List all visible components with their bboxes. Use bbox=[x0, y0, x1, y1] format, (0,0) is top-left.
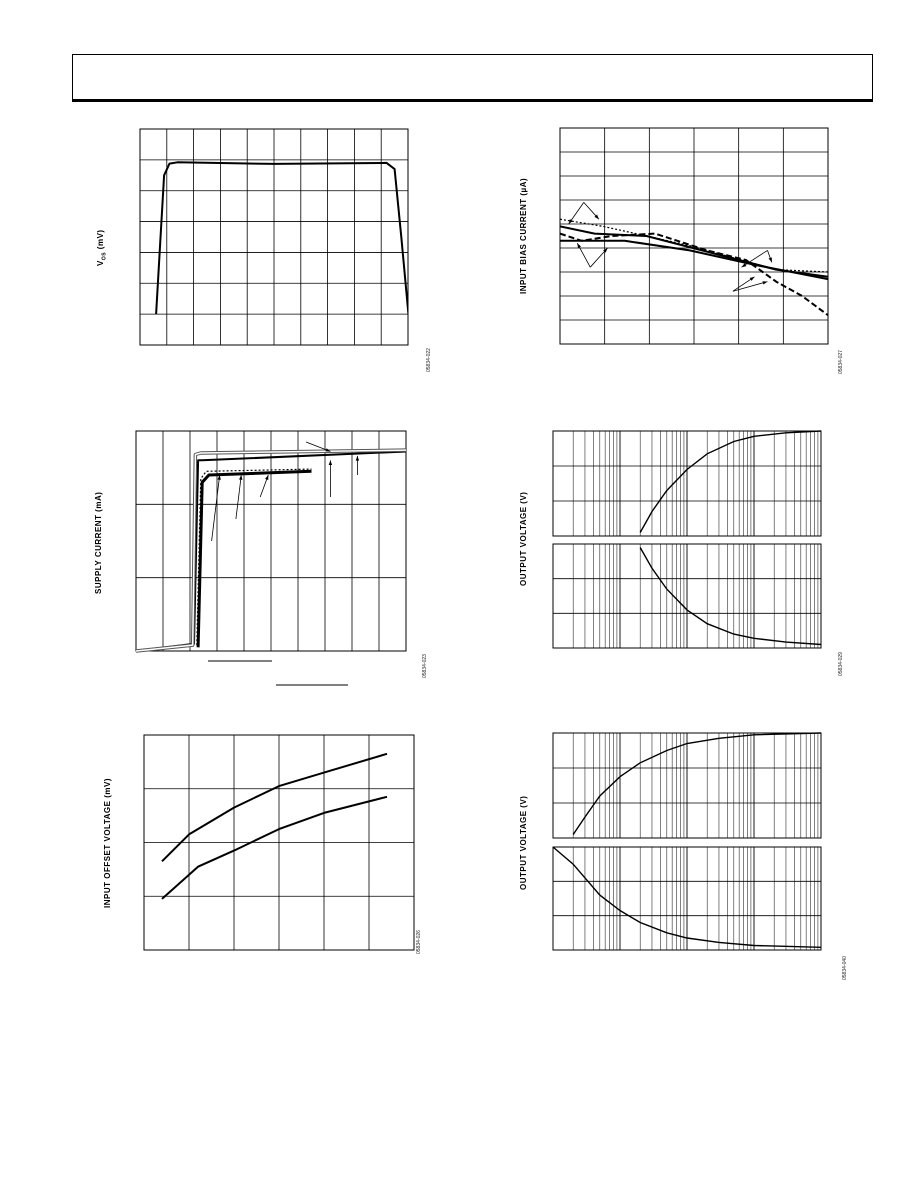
chart-output-voltage-a bbox=[516, 428, 856, 684]
chart-output-voltage-a-svg bbox=[516, 428, 856, 684]
chart-input-offset-voltage bbox=[100, 730, 436, 960]
chart-vos-figure-id: 05834-022 bbox=[426, 348, 432, 372]
c2-arrow-head bbox=[577, 243, 581, 248]
c3-series-2 bbox=[197, 469, 312, 645]
c3-annotation-arrow bbox=[212, 475, 220, 541]
c3-arrow-head bbox=[239, 475, 242, 480]
chart-input-bias-current-svg bbox=[516, 126, 856, 376]
page-header-box bbox=[72, 54, 873, 102]
c5-series-1 bbox=[162, 797, 387, 899]
chart-input-offset-voltage-ylabel: INPUT OFFSET VOLTAGE (mV) bbox=[103, 778, 112, 908]
chart-input-offset-voltage-figure-id: 05834-026 bbox=[416, 930, 422, 954]
chart-input-bias-current-ylabel: INPUT BIAS CURRENT (µA) bbox=[519, 177, 528, 294]
chart-vos-svg bbox=[96, 126, 436, 376]
chart-output-voltage-b-svg bbox=[516, 730, 856, 986]
c2-arrow-head bbox=[750, 277, 755, 281]
chart-vos bbox=[96, 126, 436, 376]
chart-supply-current-svg bbox=[92, 428, 436, 692]
c2-arrow-head bbox=[762, 281, 767, 284]
c3-annotation-arrow bbox=[236, 475, 241, 519]
chart-output-voltage-b bbox=[516, 730, 856, 986]
c3-arrow-head bbox=[356, 456, 359, 461]
chart-input-bias-current bbox=[516, 126, 856, 376]
chart-supply-current bbox=[92, 428, 436, 692]
c6-panel-1-series-0 bbox=[573, 733, 821, 835]
chart-output-voltage-b-figure-id: 05834-040 bbox=[842, 956, 848, 980]
chart-input-bias-current-figure-id: 05834-027 bbox=[838, 350, 844, 374]
c3-series-3 bbox=[198, 471, 311, 647]
chart-supply-current-figure-id: 05834-023 bbox=[422, 654, 428, 678]
c3-arrow-head bbox=[265, 475, 268, 480]
chart-supply-current-ylabel: SUPPLY CURRENT (mA) bbox=[94, 491, 103, 594]
c1-series-0 bbox=[156, 162, 411, 338]
c5-series-0 bbox=[162, 754, 387, 862]
c4-panel-2-series-0 bbox=[640, 548, 821, 645]
chart-output-voltage-b-ylabel: OUTPUT VOLTAGE (V) bbox=[519, 795, 528, 890]
c2-arrow-head bbox=[769, 257, 772, 262]
chart-output-voltage-a-figure-id: 05834-029 bbox=[838, 652, 844, 676]
c4-panel-1-series-0 bbox=[640, 431, 821, 533]
c2-annotation-arrow bbox=[733, 282, 768, 292]
chart-vos-ylabel: $V_{OS}$ (mV) bbox=[96, 229, 108, 266]
chart-output-voltage-a-ylabel: OUTPUT VOLTAGE (V) bbox=[519, 491, 528, 586]
c3-arrow-head bbox=[329, 460, 332, 465]
chart-input-offset-voltage-svg bbox=[100, 730, 436, 960]
